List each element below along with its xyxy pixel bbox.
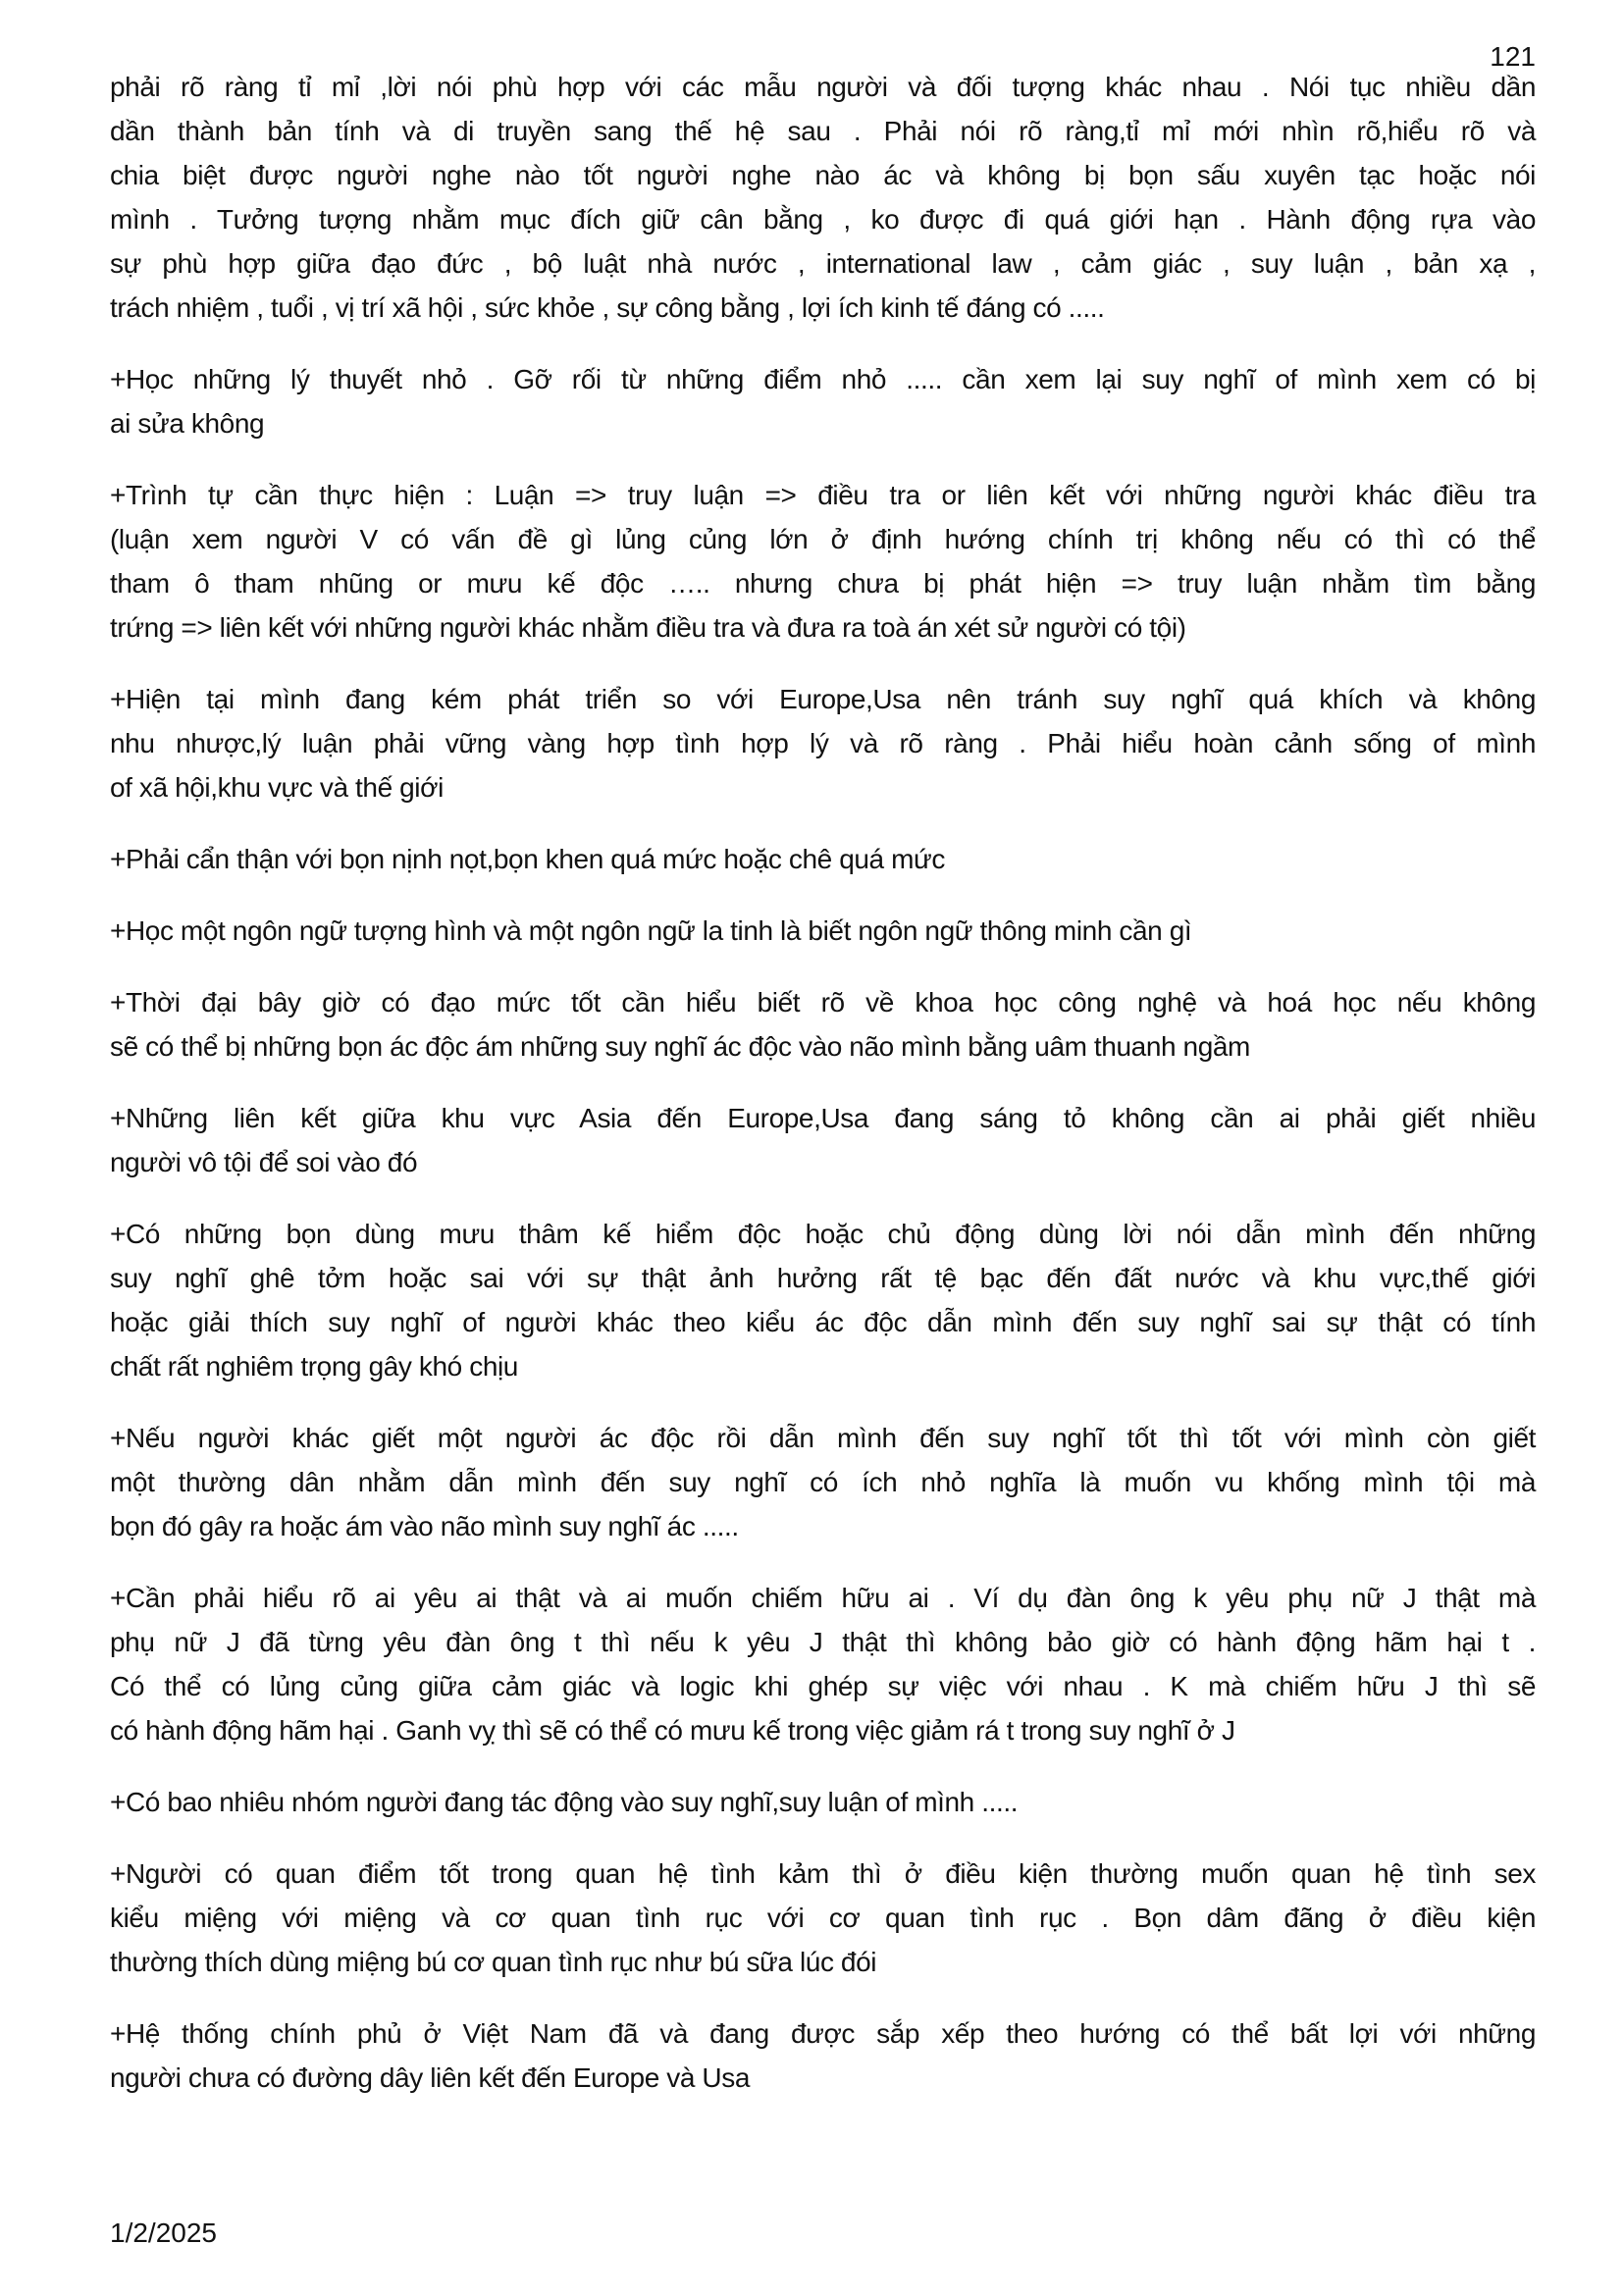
text-line: +Cần phải hiểu rõ ai yêu ai thật và ai muốn chiếm hữu ai . Ví dụ đàn ông k yêu phụ nữ J thật mà [110,1583,1536,1613]
text-line: người vô tội để soi vào đó [110,1147,418,1177]
text-line: +Có những bọn dùng mưu thâm kế hiểm độc hoặc chủ động dùng lời nói dẫn mình đến những [110,1219,1536,1249]
text-line: bọn đó gây ra hoặc ám vào não mình suy nghĩ ác ..... [110,1511,739,1541]
paragraph [110,1416,1536,1548]
text-line: mình . Tưởng tượng nhằm mục đích giữ cân bằng , ko được đi quá giới hạn . Hành động rựa vào [110,204,1536,235]
text-line: +Thời đại bây giờ có đạo mức tốt cần hiểu biết rõ về khoa học công nghệ và hoá học nếu không [110,987,1536,1018]
text-line: (luận xem người V có vấn đề gì lủng củng lớn ở định hướng chính trị không nếu có thì có thể [110,524,1536,554]
text-line: trách nhiệm , tuổi , vị trí xã hội , sức khỏe , sự công bằng , lợi ích kinh tế đáng có ..... [110,292,1105,323]
text-line: thường thích dùng miệng bú cơ quan tình rục như bú sữa lúc đói [110,1947,877,1977]
text-line: +Nếu người khác giết một người ác độc rồi dẫn mình đến suy nghĩ tốt thì tốt với mình còn giết [110,1423,1536,1453]
text-line: +Học một ngôn ngữ tượng hình và một ngôn ngữ la tinh là biết ngôn ngữ thông minh cần gì [110,915,1192,946]
text-line: tham ô tham nhũng or mưu kế độc ….. nhưng chưa bị phát hiện => truy luận nhằm tìm bằng [110,568,1536,599]
footer-date: 1/2/2025 [110,2218,217,2248]
text-line: Có thể có lủng củng giữa cảm giác và logic khi ghép sự việc với nhau . K mà chiếm hữu J thì sẽ [110,1671,1536,1701]
paragraph [110,980,1536,1069]
text-line: +Có bao nhiêu nhóm người đang tác động vào suy nghĩ,suy luận of mình ..... [110,1787,1019,1817]
text-line: chia biệt được người nghe nào tốt người nghe nào ác và không bị bọn sấu xuyên tạc hoặc nói [110,160,1536,190]
paragraph [110,1576,1536,1752]
paragraph [110,677,1536,809]
document-body [110,65,1536,2127]
text-line: phải rõ ràng tỉ mỉ ,lời nói phù hợp với các mẫu người và đối tượng khác nhau . Nói tục nhiều dần [110,72,1536,102]
paragraph [110,909,1536,953]
paragraph [110,1780,1536,1824]
text-line: +Hệ thống chính phủ ở Việt Nam đã và đang được sắp xếp theo hướng có thể bất lợi với những [110,2018,1536,2049]
paragraph [110,1096,1536,1184]
text-line: +Người có quan điểm tốt trong quan hệ tình kảm thì ở điều kiện thường muốn quan hệ tình sex [110,1858,1536,1889]
text-line: trứng => liên kết với những người khác nhằm điều tra và đưa ra toà án xét sử người có tội) [110,612,1186,643]
text-line: of xã hội,khu vực và thế giới [110,772,444,803]
paragraph [110,357,1536,445]
text-line: sự phù hợp giữa đạo đức , bộ luật nhà nước , international law , cảm giác , suy luận , bản xạ , [110,248,1536,279]
text-line: sẽ có thể bị những bọn ác độc ám những suy nghĩ ác độc vào não mình bằng uâm thuanh ngầm [110,1031,1250,1062]
text-line: nhu nhược,lý luận phải vững vàng hợp tình hợp lý và rõ ràng . Phải hiểu hoàn cảnh sống of mình [110,728,1536,758]
paragraph [110,65,1536,330]
text-line: chất rất nghiêm trọng gây khó chịu [110,1351,518,1382]
paragraph [110,837,1536,881]
paragraph [110,2011,1536,2100]
text-line: phụ nữ J đã từng yêu đàn ông t thì nếu k yêu J thật thì không bảo giờ có hành động hãm hại t . [110,1627,1536,1657]
text-line: ai sửa không [110,408,265,439]
paragraph [110,1212,1536,1388]
text-line: có hành động hãm hại . Ganh vỵ thì sẽ có thể có mưu kế trong việc giảm rá t trong suy nghĩ ở J [110,1715,1235,1746]
text-line: một thường dân nhằm dẫn mình đến suy nghĩ có ích nhỏ nghĩa là muốn vu khống mình tội mà [110,1467,1536,1497]
text-line: dần thành bản tính và di truyền sang thế hệ sau . Phải nói rõ ràng,tỉ mỉ mới nhìn rõ,hiểu rõ và [110,116,1536,146]
text-line: +Những liên kết giữa khu vực Asia đến Europe,Usa đang sáng tỏ không cần ai phải giết nhiều [110,1103,1536,1133]
text-line: kiểu miệng với miệng và cơ quan tình rục với cơ quan tình rục . Bọn dâm đãng ở điều kiện [110,1903,1536,1933]
text-line: người chưa có đường dây liên kết đến Europe và Usa [110,2062,751,2093]
paragraph [110,473,1536,650]
text-line: +Trình tự cần thực hiện : Luận => truy luận => điều tra or liên kết với những người khác điều tra [110,480,1536,510]
text-line: +Hiện tại mình đang kém phát triển so với Europe,Usa nên tránh suy nghĩ quá khích và không [110,684,1536,714]
text-line: suy nghĩ ghê tởm hoặc sai với sự thật ảnh hưởng rất tệ bạc đến đất nước và khu vực,thế giới [110,1263,1536,1293]
text-line: +Phải cẩn thận với bọn nịnh nọt,bọn khen quá mức hoặc chê quá mức [110,844,945,874]
text-line: hoặc giải thích suy nghĩ of người khác theo kiểu ác độc dẫn mình đến suy nghĩ sai sự thật có tính [110,1307,1536,1337]
text-line: +Học những lý thuyết nhỏ . Gỡ rối từ những điểm nhỏ ..... cần xem lại suy nghĩ of mình xem có bị [110,364,1536,394]
page-number: 121 [1490,41,1536,72]
paragraph [110,1852,1536,1984]
